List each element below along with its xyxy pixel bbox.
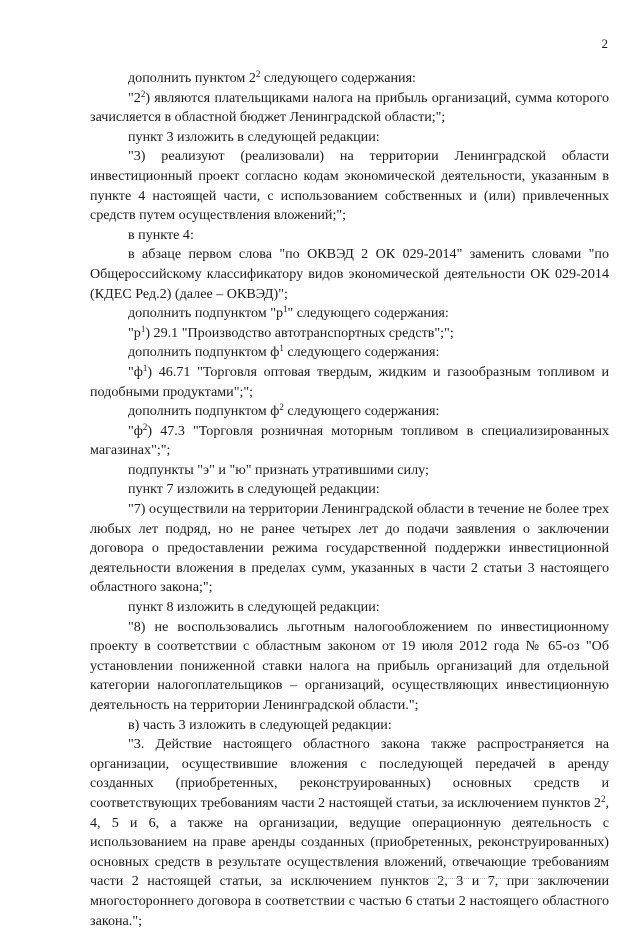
paragraph: "$2^2$) являются плательщиками налога на прибыль организаций, сумма которого зачисляется в областной бюджет Ленинградской области;"; bbox=[90, 88, 609, 126]
paragraph: дополнить подпунктом $ф^1$ следующего содержания: bbox=[128, 343, 440, 361]
paragraph: "3) реализуют (реализовали) на территории Ленинградской области инвестиционный проект согласно кодам экономической деятельности, указанным в пункте 4 настоящей части, с использованием собственных и (или) привлеченных средств путем осуществления вложений;"; bbox=[90, 148, 609, 224]
page-number: 2 bbox=[601, 36, 608, 51]
paragraph: "$ф^1$) 46.71 "Торговля оптовая твердым, жидким и газообразным топливом и подобными продуктами";"; bbox=[90, 362, 609, 400]
paragraph: дополнить подпунктом $ф^2$ следующего содержания: bbox=[128, 402, 440, 420]
paragraph: пункт 7 изложить в следующей редакции: bbox=[128, 481, 380, 498]
paragraph: в) часть 3 изложить в следующей редакции: bbox=[128, 716, 392, 733]
paragraph: в пункте 4: bbox=[128, 226, 194, 243]
paragraph: подпункты "э" и "ю" признать утратившими силу; bbox=[128, 461, 429, 478]
paragraph: дополнить подпунктом "$р^1$" следующего содержания: bbox=[128, 304, 449, 322]
paragraph: "$р^1$) 29.1 "Производство автотранспортных средств";"; bbox=[128, 323, 454, 341]
scan-artifact-line bbox=[425, 878, 605, 879]
paragraph: "$ф^2$) 47.3 "Торговля розничная моторным топливом в специализированных магазинах";"; bbox=[90, 421, 609, 459]
paragraph: "8) не воспользовались льготным налогообложением по инвестиционному проекту в соответствии с областным законом от 19 июля 2012 года № 65-оз "Об установлении пониженной ставки налога на прибыль организаций для отдельной категории налогоплательщиков – организаций, осуществляющих инвестиционную деятельность на территории Ленинградской области."; bbox=[90, 618, 609, 713]
paragraph: "3. Действие настоящего областного закона также распространяется на организации, осуществившие вложения с последующей передачей в аренду созданных (приобретенных, реконструированных) основных средств и соответствующих требованиям части 2 настоящей статьи, за исключением пунктов $2^2$, 4, 5 и 6, а также на организации, ведущие операционную деятельность с использованием на праве аренды созданных (приобретенных, реконструированных) основных средств в результате осуществления вложений, отвечающие требованиям части 2 настоящей статьи, за исключением пунктов 2, 3 и 7, при заключении многостороннего договора в соответствии с частью 6 статьи 2 настоящего областного закона."; bbox=[90, 736, 609, 929]
document-body bbox=[90, 69, 609, 931]
paragraph: "7) осуществили на территории Ленинградской области в течение не более трех любых лет подряд, но не ранее четырех лет до подачи заявления о заключении договора о предоставлении режима государственной поддержки инвестиционной деятельности вложения в пределах сумм, указанных в части 2 статьи 3 настоящего областного закона;"; bbox=[90, 501, 609, 596]
paragraph: дополнить пунктом $2^2$ следующего содержания: bbox=[128, 69, 416, 86]
paragraph: пункт 8 изложить в следующей редакции: bbox=[128, 599, 380, 616]
paragraph: в абзаце первом слова "по ОКВЭД 2 ОК 029-2014" заменить словами "по Общероссийскому классификатору видов экономической деятельности ОК 029-2014 (КДЕС Ред.2) (далее – ОКВЭД)"; bbox=[90, 246, 609, 302]
paragraph: пункт 3 изложить в следующей редакции: bbox=[128, 128, 380, 145]
